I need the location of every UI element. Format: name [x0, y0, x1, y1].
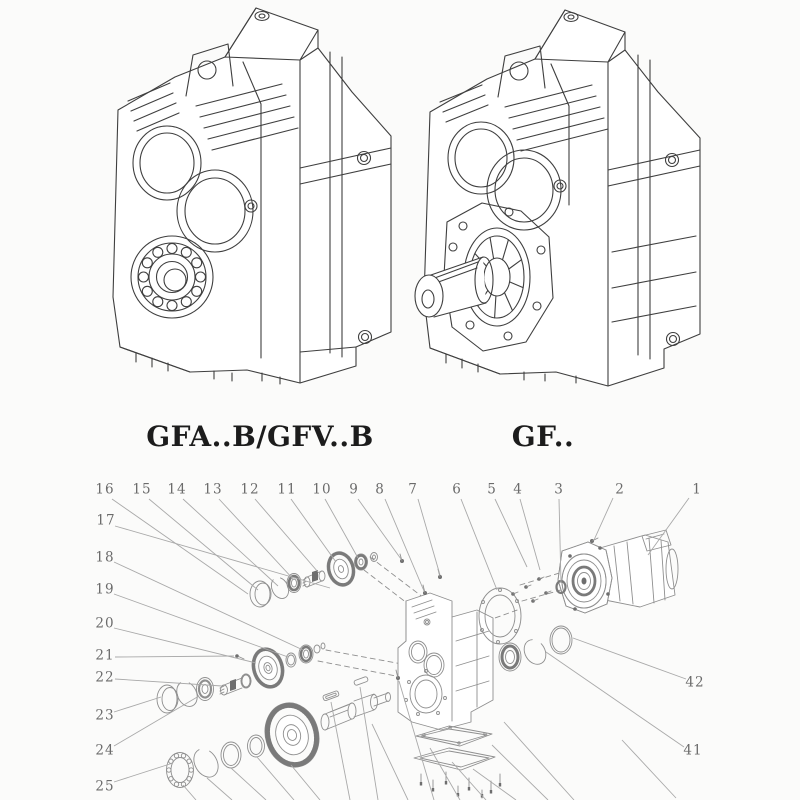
- part-callout-5: 5: [487, 481, 497, 498]
- part-callout-18: 18: [95, 549, 115, 566]
- leader-line: [291, 765, 320, 800]
- leader-line: [622, 740, 676, 798]
- part-callout-22: 22: [95, 669, 115, 686]
- part-callout-20: 20: [95, 615, 115, 632]
- leader-line: [331, 702, 350, 800]
- part-callout-16: 16: [95, 481, 115, 498]
- leader-line: [372, 724, 408, 800]
- leader-line: [207, 778, 232, 800]
- part-callout-25: 25: [95, 778, 115, 795]
- leader-line: [114, 697, 161, 712]
- leader-line: [473, 769, 516, 800]
- part-callout-41: 41: [683, 742, 703, 759]
- leader-line: [114, 628, 256, 663]
- leader-line: [495, 499, 527, 567]
- leader-line: [360, 687, 378, 800]
- gearbox-f-drawing: [415, 10, 700, 386]
- leader-line: [461, 499, 497, 590]
- leader-line: [114, 594, 288, 657]
- leader-line: [112, 499, 248, 594]
- part-callout-19: 19: [95, 581, 115, 598]
- part-callout-42: 42: [685, 674, 705, 691]
- leader-line: [183, 785, 196, 800]
- part-callout-6: 6: [452, 481, 462, 498]
- leader-line: [149, 499, 258, 590]
- leader-line: [504, 722, 574, 800]
- part-callout-21: 21: [95, 647, 115, 664]
- leader-line: [418, 499, 440, 575]
- gearbox-fa-drawing: [113, 8, 391, 384]
- part-callout-3: 3: [554, 481, 564, 498]
- part-callout-8: 8: [375, 481, 385, 498]
- part-callout-1: 1: [692, 481, 702, 498]
- leader-line: [114, 696, 199, 746]
- part-callout-10: 10: [312, 481, 332, 498]
- leader-line: [325, 499, 358, 558]
- leader-line: [594, 498, 613, 540]
- exploded-parts-drawing: [157, 530, 678, 798]
- leader-line: [114, 763, 173, 782]
- part-callout-7: 7: [408, 481, 418, 498]
- leader-line: [430, 748, 460, 800]
- leader-line: [573, 638, 686, 679]
- part-callout-4: 4: [513, 481, 523, 498]
- leader-line: [358, 499, 401, 559]
- exploded-motor: [558, 530, 678, 613]
- exploded-intermediate-gear-assembly: [157, 643, 325, 713]
- part-callout-12: 12: [240, 481, 260, 498]
- leader-line: [219, 499, 294, 580]
- leader-line: [255, 499, 318, 572]
- part-callout-11: 11: [277, 481, 297, 498]
- leader-line: [492, 745, 548, 800]
- part-callout-9: 9: [349, 481, 359, 498]
- leader-line: [114, 562, 303, 650]
- part-callout-24: 24: [95, 742, 115, 759]
- part-callout-13: 13: [203, 481, 223, 498]
- output-bearing-and-rings: [499, 626, 572, 671]
- part-callout-14: 14: [167, 481, 187, 498]
- cover-plate-and-gasket: [414, 726, 501, 798]
- part-callout-2: 2: [615, 481, 625, 498]
- leader-line: [115, 656, 234, 657]
- model-label-gfab-gfvb: GFA..B/GFV..B: [146, 420, 374, 453]
- part-callout-15: 15: [132, 481, 152, 498]
- leader-line: [231, 768, 266, 800]
- model-label-gf: GF..: [511, 420, 575, 453]
- leader-line: [546, 652, 684, 747]
- part-callout-23: 23: [95, 707, 115, 724]
- leader-line: [291, 499, 336, 562]
- part-callout-17: 17: [96, 512, 116, 529]
